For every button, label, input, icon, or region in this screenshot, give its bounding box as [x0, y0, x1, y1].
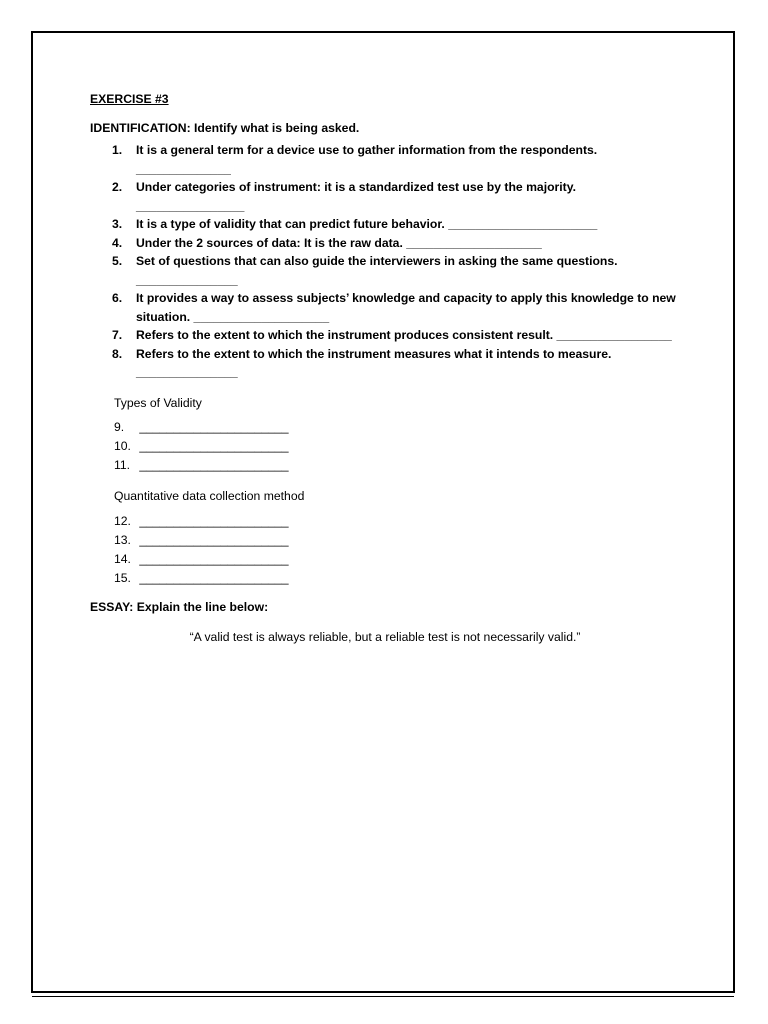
item-number: 10. [114, 439, 131, 453]
item-text: It provides a way to assess subjects’ knowledge and capacity to apply this knowledge to new situation. ____________________ [136, 291, 676, 324]
answer-blank[interactable]: ______________________ [139, 513, 289, 528]
quantitative-list [114, 512, 680, 588]
item-number: 13. [114, 532, 131, 547]
answer-blank[interactable]: ______________________ [139, 532, 289, 547]
list-item [90, 141, 680, 178]
answer-blank[interactable]: ______________________ [139, 420, 289, 434]
item-number: 12. [114, 513, 131, 528]
list-item [114, 569, 680, 588]
item-number: 11. [114, 458, 131, 472]
list-item [90, 234, 680, 253]
identification-items [90, 141, 680, 382]
worksheet [90, 90, 680, 659]
item-text: Set of questions that can also guide the interviewers in asking the same questions. [136, 254, 618, 268]
item-text: Under the 2 sources of data: It is the raw data. ____________________ [136, 235, 542, 250]
answer-blank[interactable]: _______________ [136, 272, 238, 287]
item-number: 5. [112, 254, 123, 268]
answer-blank[interactable]: _______________ [136, 365, 238, 379]
item-text: Refers to the extent to which the instrument measures what it intends to measure. [136, 346, 612, 361]
list-item [114, 550, 680, 569]
essay-quote: “A valid test is always reliable, but a reliable test is not necessarily valid.” [189, 630, 581, 645]
list-item [114, 418, 680, 437]
item-text: It is a general term for a device use to gather information from the respondents. [136, 143, 598, 157]
identification-heading [90, 119, 680, 138]
list-item [90, 252, 680, 289]
item-number: 1. [112, 143, 123, 157]
item-number: 15. [114, 570, 131, 585]
exercise-title: EXERCISE #3 [90, 92, 169, 106]
answer-blank[interactable]: ______________________ [139, 551, 289, 566]
answer-blank[interactable]: ______________ [136, 161, 231, 176]
essay-instruction: Explain the line below: [136, 599, 269, 614]
identification-instruction: Identify what is being asked. [194, 120, 360, 135]
list-item [90, 289, 680, 326]
list-item [114, 437, 680, 456]
item-number: 2. [112, 180, 123, 194]
answer-blank[interactable]: ______________________ [139, 439, 289, 453]
item-number: 6. [112, 291, 123, 305]
item-text: It is a type of validity that can predict future behavior. ______________________ [136, 217, 598, 231]
list-item [114, 531, 680, 550]
list-item [114, 512, 680, 531]
item-number: 14. [114, 551, 131, 566]
list-item [90, 215, 680, 234]
item-text: Under categories of instrument: it is a standardized test use by the majority. [136, 180, 576, 194]
essay-heading [90, 598, 680, 617]
list-item [90, 345, 680, 382]
list-item [90, 326, 680, 345]
item-number: 8. [112, 346, 123, 361]
list-item [114, 456, 680, 475]
quantitative-label: Quantitative data collection method [114, 489, 305, 503]
answer-blank[interactable]: ______________________ [139, 458, 289, 472]
item-number: 9. [114, 420, 125, 434]
item-number: 3. [112, 217, 123, 231]
identification-label: IDENTIFICATION: [90, 120, 191, 135]
types-of-validity-list [114, 418, 680, 475]
essay-label: ESSAY: [90, 599, 134, 614]
answer-blank[interactable]: ______________________ [139, 570, 289, 585]
item-number: 7. [112, 328, 123, 342]
item-text: Refers to the extent to which the instrument produces consistent result. _________________ [136, 328, 672, 342]
types-of-validity-label: Types of Validity [114, 395, 202, 410]
list-item [90, 178, 680, 215]
item-number: 4. [112, 235, 123, 250]
answer-blank[interactable]: ________________ [136, 198, 245, 213]
